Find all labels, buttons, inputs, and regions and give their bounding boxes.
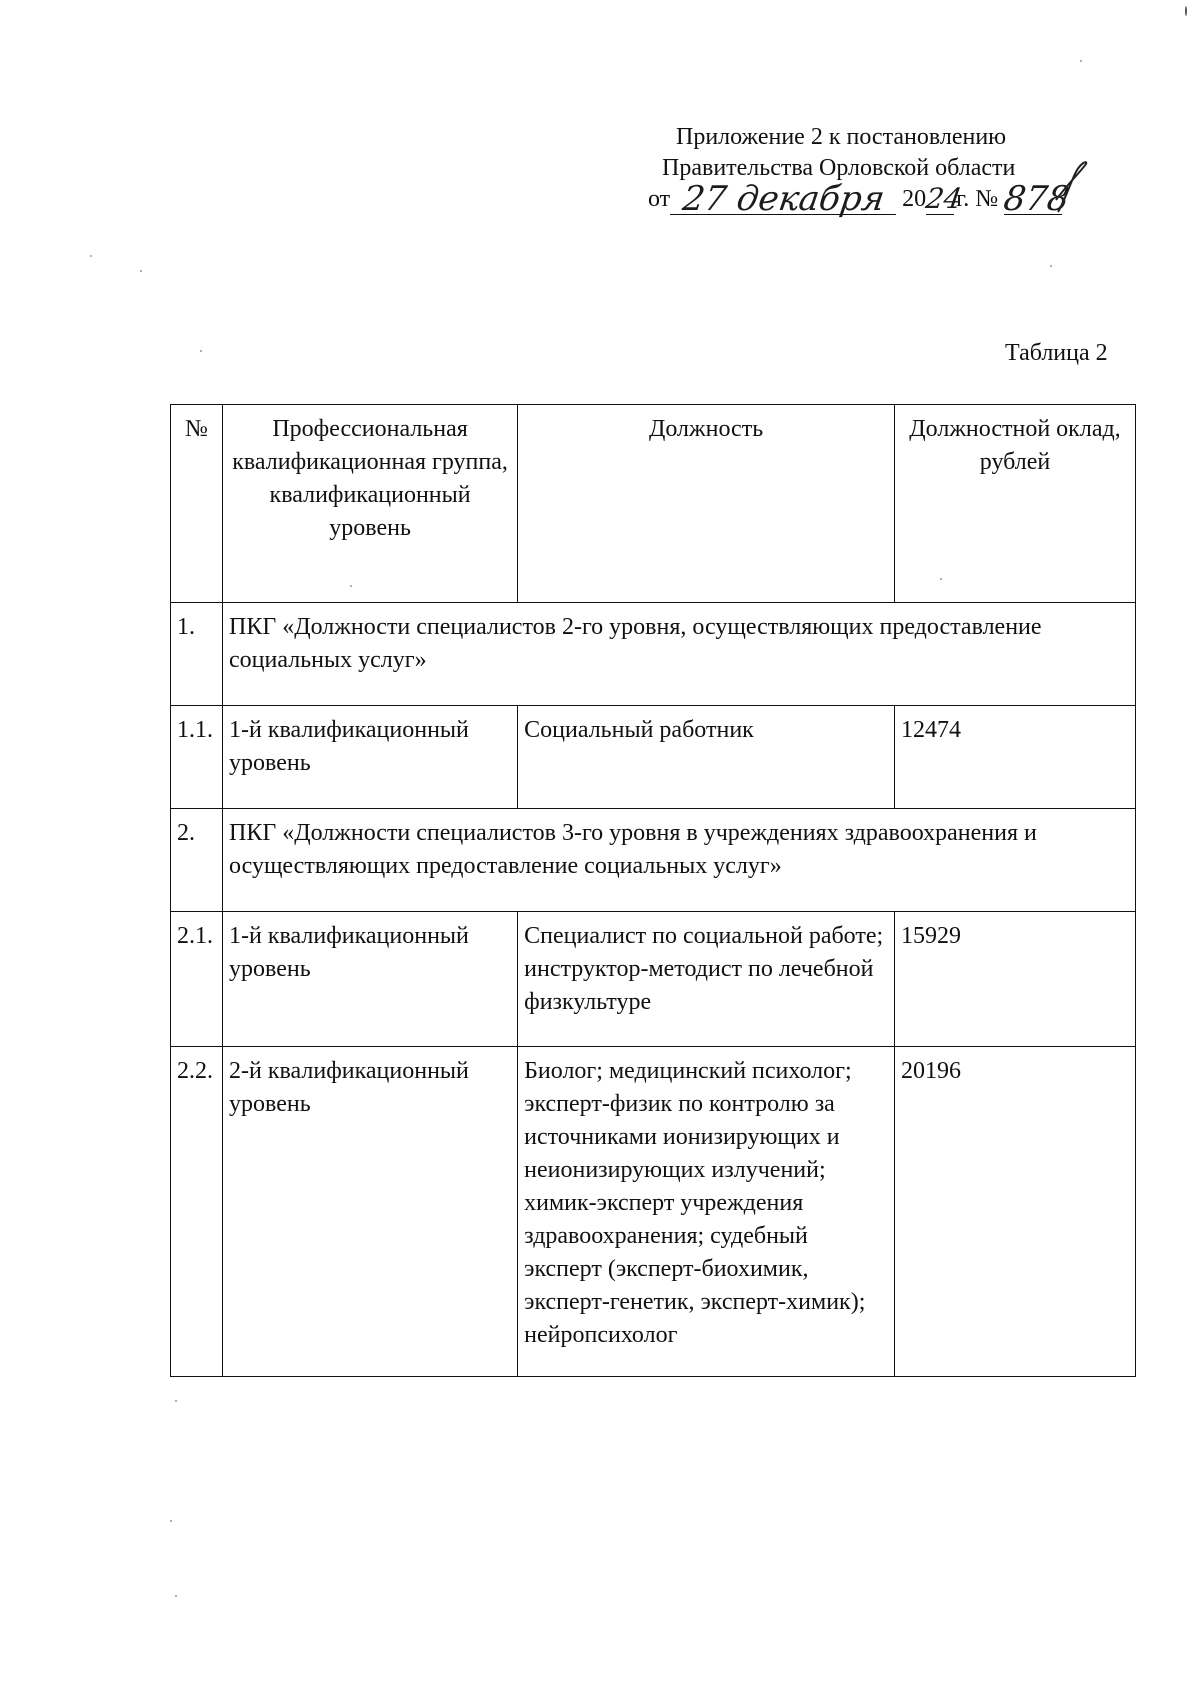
table-header-row [171, 405, 1136, 603]
handwritten-number: 878 [1001, 179, 1072, 219]
year-prefix: 20 [902, 186, 927, 212]
scan-speck [140, 270, 142, 272]
row-num: 2.1. [171, 912, 223, 1047]
row-num: 1.1. [171, 706, 223, 809]
salary-table [170, 404, 1136, 1377]
government-name: Правительства Орловской области [662, 155, 1016, 181]
number-prefix: г. № [956, 186, 999, 212]
scan-speck [175, 1400, 177, 1402]
row-num: 2.2. [171, 1047, 223, 1377]
scan-speck [1080, 60, 1082, 62]
date-prefix: от [648, 186, 671, 212]
qualification-level: 2-й квалификационный уровень [223, 1047, 518, 1377]
table-row [171, 809, 1136, 912]
scan-speck [1050, 265, 1052, 267]
row-num: 2. [171, 809, 223, 912]
header-position: Должность [518, 405, 895, 603]
decree-date-line [648, 179, 1072, 219]
table-row [171, 603, 1136, 706]
scan-speck [90, 255, 92, 257]
date-blank [670, 179, 896, 219]
table-row [171, 912, 1136, 1047]
handwritten-stroke-icon [1052, 156, 1092, 216]
appendix-title: Приложение 2 к постановлению [676, 124, 1007, 150]
scan-speck [1185, 6, 1187, 16]
handwritten-date: 27 декабря [679, 179, 887, 219]
handwritten-year: 24 [923, 182, 965, 215]
salary-cell: 12474 [895, 706, 1136, 809]
year-blank [923, 182, 965, 215]
header-salary: Должностной оклад, рублей [895, 405, 1136, 603]
scan-speck [170, 1520, 172, 1522]
row-num: 1. [171, 603, 223, 706]
table-caption: Таблица 2 [1005, 340, 1108, 366]
scan-speck [350, 585, 352, 587]
salary-cell: 15929 [895, 912, 1136, 1047]
header-group: Профессиональная квалификационная группа, квалификационный уровень [223, 405, 518, 603]
salary-cell: 20196 [895, 1047, 1136, 1377]
group-title: ПКГ «Должности специалистов 2-го уровня, осуществляющих предоставление социальных услуг» [223, 603, 1136, 706]
scan-speck [940, 578, 942, 580]
scan-speck [200, 350, 202, 352]
position-cell: Социальный работник [518, 706, 895, 809]
position-cell: Специалист по социальной работе; инструктор-методист по лечебной физкультуре [518, 912, 895, 1047]
position-cell: Биолог; медицинский психолог; эксперт-физик по контролю за источниками ионизирующих и неионизирующих излучений; химик-эксперт учреждения здравоохранения; судебный эксперт (эксперт-биохимик, эксперт-генетик, эксперт-химик); нейропсихолог [518, 1047, 895, 1377]
table-row [171, 706, 1136, 809]
table-row [171, 1047, 1136, 1377]
qualification-level: 1-й квалификационный уровень [223, 912, 518, 1047]
scan-speck [175, 1595, 177, 1597]
qualification-level: 1-й квалификационный уровень [223, 706, 518, 809]
header-num: № [171, 405, 223, 603]
group-title: ПКГ «Должности специалистов 3-го уровня в учреждениях здравоохранения и осуществляющих предоставление социальных услуг» [223, 809, 1136, 912]
